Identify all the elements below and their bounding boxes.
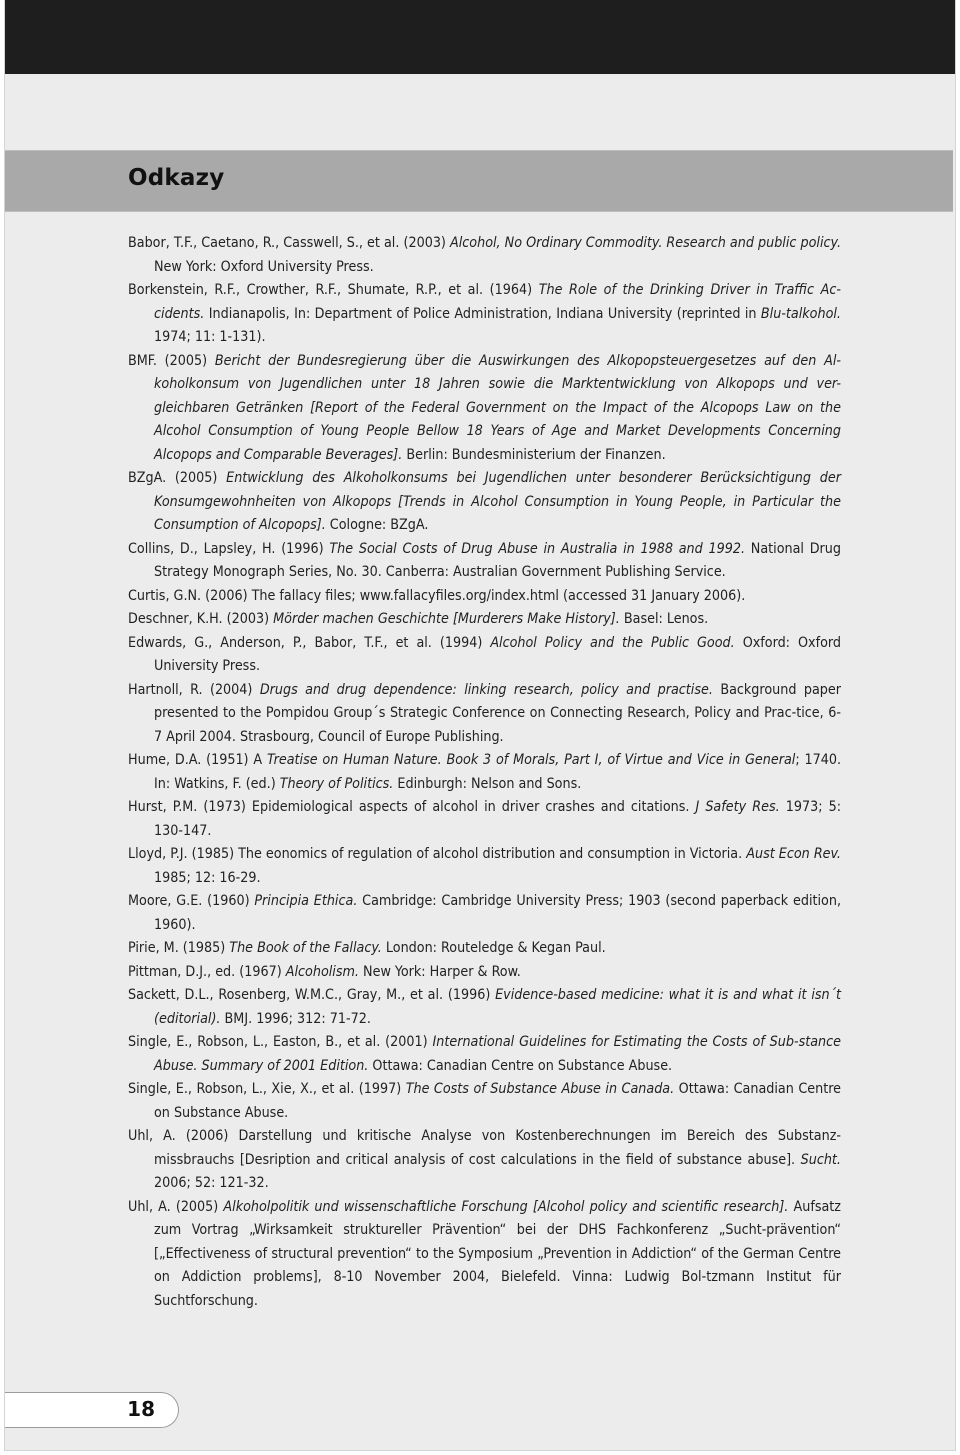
reference-title: Alcoholism. xyxy=(285,963,359,980)
top-dark-bar xyxy=(5,0,955,74)
reference-entry xyxy=(128,679,841,750)
reference-title: Alcohol, No Ordinary Commodity. Research and public policy. xyxy=(450,235,842,251)
reference-entry xyxy=(128,1196,841,1314)
reference-text: New York: Oxford University Press. xyxy=(154,258,374,275)
reference-list xyxy=(128,232,841,1313)
reference-entry xyxy=(128,1031,841,1078)
reference-text: Ottawa: Canadian Centre on Substance Abuse. xyxy=(368,1057,673,1074)
section-title: Odkazy xyxy=(128,165,225,191)
reference-title: Treatise on Human Nature. Book 3 of Morals, Part I, of Virtue and Vice in General xyxy=(266,752,796,768)
reference-text: Babor, T.F., Caetano, R., Casswell, S., et al. (2003) xyxy=(128,235,450,251)
reference-entry xyxy=(128,585,841,609)
reference-text: London: Routeledge & Kegan Paul. xyxy=(381,940,606,956)
reference-title: Alcohol Policy and the Public Good. xyxy=(490,634,735,651)
reference-text: Collins, D., Lapsley, H. (1996) xyxy=(128,540,330,557)
reference-text: BZgA. (2005) xyxy=(128,470,227,486)
reference-text: Edinburgh: Nelson and Sons. xyxy=(393,775,582,792)
reference-text: Berlin: Bundesministerium der Finanzen. xyxy=(402,446,666,463)
reference-entry xyxy=(128,1125,841,1196)
reference-text: Moore, G.E. (1960) xyxy=(128,893,255,909)
reference-text: Aufsatz zum Vortrag „Wirksamkeit struktureller Prävention“ bei der DHS Fachkonferenz „Sucht-prävention“ [„Effectiveness of structural prevention“ to the Symposium „Prevention in Addiction“ of the German Centre on Addiction problems], 8-10 November 2004, Bielefeld. Vinna: Ludwig Bol-tzmann Institut für Suchtforschung. xyxy=(154,1198,841,1309)
reference-title: Principia Ethica. xyxy=(254,893,358,909)
reference-title: Sucht. xyxy=(800,1151,841,1168)
reference-text: Deschner, K.H. (2003) xyxy=(128,611,274,627)
reference-entry xyxy=(128,279,841,350)
reference-text: Hume, D.A. (1951) A xyxy=(128,752,267,768)
reference-text: 1985; 12: 16-29. xyxy=(154,869,261,886)
reference-text: Curtis, G.N. (2006) The fallacy files; www.fallacyfiles.org/index.html (accessed 31 January 2006). xyxy=(128,587,746,604)
reference-text: BMJ. 1996; 312: 71-72. xyxy=(220,1010,371,1027)
reference-entry xyxy=(128,890,841,937)
reference-text: Cambridge: Cambridge University Press; 1903 (second paperback edition, 1960). xyxy=(154,893,841,933)
reference-text: BMF. (2005) xyxy=(128,352,215,369)
reference-entry xyxy=(128,961,841,985)
reference-title: Entwicklung des Alkoholkonsums bei Jugendlichen unter besonderer Berücksichtigung der Konsumgewohnheiten von Alkopops [Trends in Alcohol Consumption in Young People, in Particular the Consumption of Alcopops]. xyxy=(154,470,841,533)
reference-title: Evidence-based medicine: what it is and what it isn´t (editorial). xyxy=(154,987,841,1027)
reference-entry xyxy=(128,843,841,890)
reference-title: Bericht der Bundesregierung über die Auswirkungen des Alkopopsteuergesetzes auf den Al-koholkonsum von Jugendlichen unter 18 Jahren sowie die Marktentwicklung von Alkopops und ver-gleichbaren Getränken [Report of the Federal Government on the Impact of the Alcopops Law on the Alcohol Consumption of Young People Bellow 18 Years of Age and Market Developments Concerning Alcopops and Comparable Beverages]. xyxy=(154,352,841,463)
reference-entry xyxy=(128,796,841,843)
reference-entry xyxy=(128,538,841,585)
reference-text: Pirie, M. (1985) xyxy=(128,940,230,956)
reference-text: Edwards, G., Anderson, P., Babor, T.F., et al. (1994) xyxy=(128,634,491,651)
reference-text: 2006; 52: 121-32. xyxy=(154,1175,269,1191)
reference-text: Sackett, D.L., Rosenberg, W.M.C., Gray, M., et al. (1996) xyxy=(128,987,496,1003)
reference-title: Blu-talkohol. xyxy=(760,305,841,322)
reference-entry xyxy=(128,632,841,679)
reference-entry xyxy=(128,467,841,538)
reference-text: Uhl, A. (2005) xyxy=(128,1198,224,1215)
reference-text: Oxford: Oxford University Press. xyxy=(154,634,841,674)
reference-text: Hartnoll, R. (2004) xyxy=(128,681,260,698)
reference-title: Theory of Politics. xyxy=(279,775,394,792)
reference-text: National Drug Strategy Monograph Series, No. 30. Canberra: Australian Government Publishing Service. xyxy=(154,540,841,580)
reference-title: The Role of the Drinking Driver in Traffic Ac-cidents. xyxy=(154,282,841,322)
reference-title: Aust Econ Rev. xyxy=(746,846,841,862)
reference-entry xyxy=(128,232,841,279)
reference-entry xyxy=(128,608,841,632)
reference-text: 1973; 5: 130-147. xyxy=(154,799,841,839)
reference-text: Basel: Lenos. xyxy=(619,611,709,627)
page-number: 18 xyxy=(127,1397,155,1421)
reference-entry xyxy=(128,1078,841,1125)
reference-title: Alkoholpolitik und wissenschaftliche Forschung [Alcohol policy and scientific research]. xyxy=(223,1198,789,1215)
section-header-band xyxy=(5,150,953,212)
reference-text: Ottawa: Canadian Centre on Substance Abuse. xyxy=(154,1081,841,1121)
page-number-tab xyxy=(5,1392,179,1428)
reference-text: Borkenstein, R.F., Crowther, R.F., Shumate, R.P., et al. (1964) xyxy=(128,282,539,298)
reference-title: Drugs and drug dependence: linking research, policy and practise. xyxy=(259,681,713,698)
reference-text: 1974; 11: 1-131). xyxy=(154,329,266,345)
reference-text: New York: Harper & Row. xyxy=(358,963,521,980)
reference-text: ; 1740. In: Watkins, F. (ed.) xyxy=(154,752,842,792)
reference-text: Single, E., Robson, L., Easton, B., et al. (2001) xyxy=(128,1034,433,1050)
reference-entry xyxy=(128,350,841,468)
reference-title: International Guidelines for Estimating the Costs of Sub-stance Abuse. Summary of 2001 Edition. xyxy=(154,1034,842,1074)
reference-text: Indianapolis, In: Department of Police Administration, Indiana University (reprinted in xyxy=(204,305,761,322)
reference-text: Background paper presented to the Pompidou Group´s Strategic Conference on Connecting Research, Policy and Prac-tice, 6-7 April 2004. Strasbourg, Council of Europe Publishing. xyxy=(154,681,841,745)
reference-text: Lloyd, P.J. (1985) The eonomics of regulation of alcohol distribution and consumption in Victoria. xyxy=(128,846,747,862)
reference-entry xyxy=(128,937,841,961)
reference-text: Single, E., Robson, L., Xie, X., et al. (1997) xyxy=(128,1081,406,1097)
reference-title: Mörder machen Geschichte [Murderers Make History]. xyxy=(273,611,620,627)
reference-title: The Costs of Substance Abuse in Canada. xyxy=(405,1081,675,1097)
reference-title: J Safety Res. xyxy=(695,799,780,815)
reference-entry xyxy=(128,749,841,796)
reference-text: Hurst, P.M. (1973) Epidemiological aspects of alcohol in driver crashes and citations. xyxy=(128,799,696,815)
reference-text: Cologne: BZgA. xyxy=(325,517,429,533)
reference-entry xyxy=(128,984,841,1031)
reference-text: Uhl, A. (2006) Darstellung und kritische Analyse von Kostenberechnungen im Bereich des Substanz-missbrauchs [Desription and critical analysis of cost calculations in the field of substance abuse]. xyxy=(128,1128,841,1168)
reference-title: The Social Costs of Drug Abuse in Australia in 1988 and 1992. xyxy=(329,540,746,557)
reference-text: Pittman, D.J., ed. (1967) xyxy=(128,963,286,980)
reference-title: The Book of the Fallacy. xyxy=(229,940,382,956)
